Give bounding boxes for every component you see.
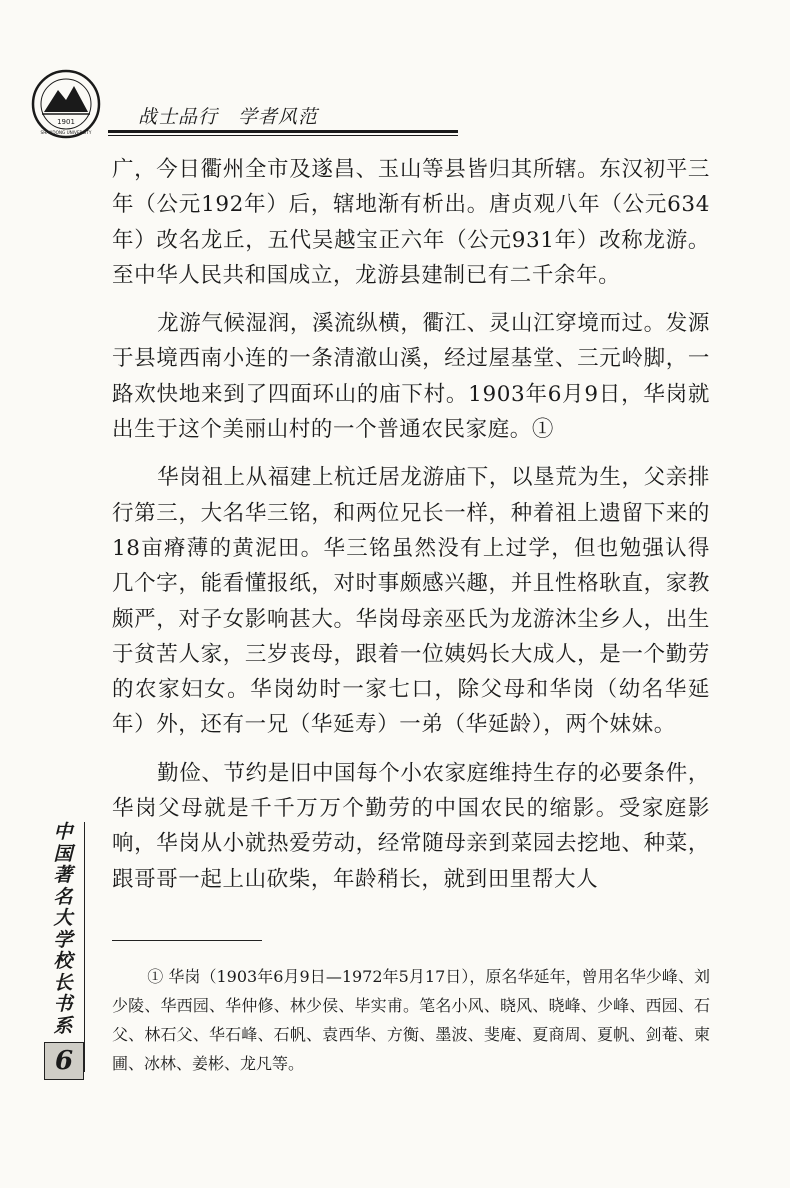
series-title-char: 长 (53, 971, 73, 994)
paragraph: 龙游气候湿润，溪流纵横，衢江、灵山江穿境而过。发源于县境西南小连的一条清澈山溪，经过屋基堂、三元岭脚，一路欢快地来到了四面环山的庙下村。1903年6月9日，华岗就出生于这个美丽山村的一个普通农民家庭。① (112, 311, 710, 443)
logo-text: SHANDONG UNIVERSITY (40, 130, 92, 135)
series-sidebar (44, 822, 86, 1080)
series-title-char: 学 (53, 928, 73, 951)
header-motto: 战士品行 学者风范 (138, 106, 319, 128)
page-number: 6 (44, 1042, 84, 1080)
sidebar-rule (84, 822, 85, 1072)
series-title-char: 著 (53, 864, 73, 886)
footnote: ① 华岗（1903年6月9日—1972年5月17日），原名华延年，曾用名华少峰、刘少陵、华西园、华仲修、林少侯、毕实甫。笔名小风、晓风、晓峰、少峰、西园、石父、林石父、华石峰、石帆、袁西华、方衡、墨波、斐庵、夏商周、夏帆、剑菴、柬圃、冰林、姜彬、龙凡等。 (112, 967, 710, 1073)
series-title-char: 名 (53, 885, 73, 908)
series-title-char: 系 (53, 1014, 73, 1037)
paragraph: 勤俭、节约是旧中国每个小农家庭维持生存的必要条件，华岗父母就是千千万万个勤劳的中国农民的缩影。受家庭影响，华岗从小就热爱劳动，经常随母亲到菜园去挖地、种菜，跟哥哥一起上山砍柴，年龄稍长，就到田里帮大人 (112, 760, 710, 892)
paragraph: 广，今日衢州全市及遂昌、玉山等县皆归其所辖。东汉初平三年（公元192年）后，辖地渐有析出。唐贞观八年（公元634年）改名龙丘，五代吴越宝正六年（公元931年）改称龙游。至中华人民共和国成立，龙游县建制已有二千余年。 (112, 157, 710, 288)
university-logo-icon (30, 68, 102, 140)
header-rule (108, 130, 458, 133)
series-title-char: 校 (53, 950, 73, 972)
header-rule-thin (108, 135, 458, 136)
series-title-char: 大 (53, 907, 73, 929)
body-text (112, 152, 710, 910)
footnote-rule (112, 940, 262, 941)
series-title-char: 国 (53, 842, 73, 865)
running-header (30, 68, 460, 138)
series-title (46, 822, 80, 1037)
series-title-char: 中 (53, 821, 73, 843)
logo-year: 1901 (57, 118, 75, 126)
paragraph: 华岗祖上从福建上杭迁居龙游庙下，以垦荒为生，父亲排行第三，大名华三铭，和两位兄长一样，种着祖上遗留下来的18亩瘠薄的黄泥田。华三铭虽然没有上过学，但也勉强认得几个字，能看懂报纸，对时事颇感兴趣，并且性格耿直，家教颇严，对子女影响甚大。华岗母亲巫氏为龙游沐尘乡人，出生于贫苦人家，三岁丧母，跟着一位姨妈长大成人，是一个勤劳的农家妇女。华岗幼时一家七口，除父母和华岗（幼名华延年）外，还有一兄（华延寿）一弟（华延龄），两个妹妹。 (112, 465, 710, 738)
series-title-char: 书 (53, 993, 73, 1015)
